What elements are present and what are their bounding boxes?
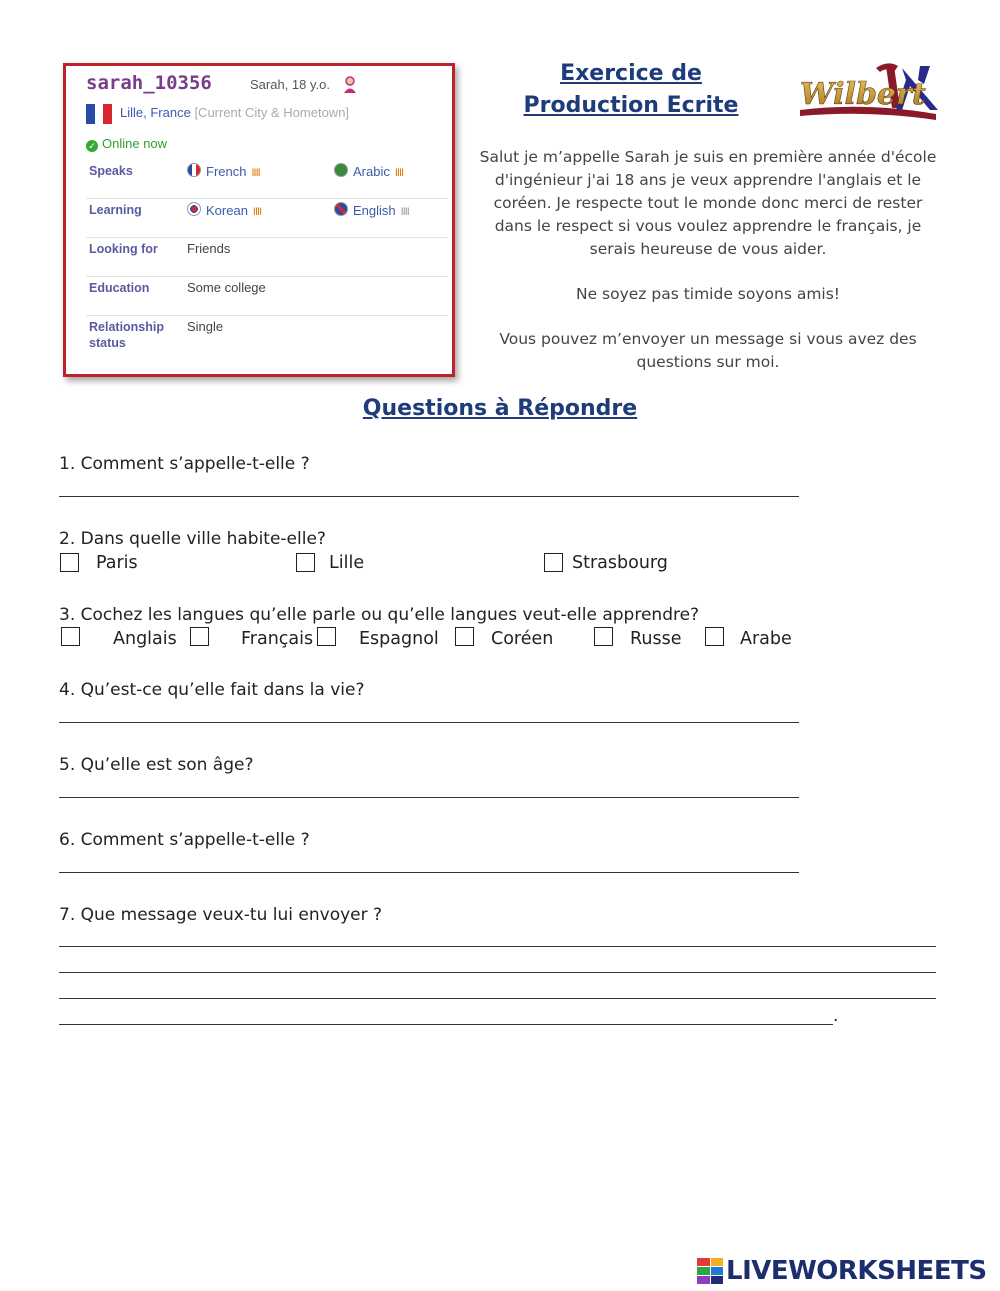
checkbox-francais[interactable] [190,627,209,646]
option-strasbourg: Strasbourg [572,553,668,573]
learning-label: Learning [89,203,142,217]
option-paris: Paris [96,553,138,573]
answer-line-7b[interactable] [59,972,936,973]
option-coreen: Coréen [491,629,554,649]
question-5: 5. Qu’elle est son âge? [59,755,254,775]
relationship-value: Single [187,319,224,334]
option-francais: Français [241,629,314,649]
intro-paragraph-3: Vous pouvez m’envoyer un message si vous avez des questions sur moi. [499,330,917,371]
english-flag-icon [334,202,348,216]
answer-line-7c[interactable] [59,998,936,999]
education-row [86,280,448,316]
online-status [86,136,167,152]
checkbox-strasbourg[interactable] [544,553,563,572]
intro-text [476,146,940,396]
level-bars: IIII [252,206,262,218]
question-2: 2. Dans quelle ville habite-elle? [59,529,326,549]
profile-location [120,105,349,120]
option-russe: Russe [630,629,682,649]
looking-for-row [86,241,448,277]
relationship-label: Relationship status [89,320,165,350]
person-icon [342,76,358,94]
check-icon: ✓ [86,140,98,152]
france-flag-icon [86,104,112,124]
question-6: 6. Comment s’appelle-t-elle ? [59,830,310,850]
speaks-label: Speaks [89,164,133,178]
answer-line-1[interactable] [59,496,799,497]
intro-paragraph-2: Ne soyez pas timide soyons amis! [575,285,841,303]
intro-paragraph-1: Salut je m’appelle Sarah je suis en première année d'école d'ingénieur j'ai 18 ans je veux apprendre l'anglais et le coréen. Je respecte tout le monde donc merci de rester dans le respect si vous voulez apprendre le français, je serais heureuse de vous aider. [479,148,937,258]
option-arabe: Arabe [740,629,792,649]
learning-lang-1: Korean IIII [187,202,261,218]
question-1: 1. Comment s’appelle-t-elle ? [59,454,310,474]
profile-city-note: [Current City & Hometown] [194,105,350,120]
korean-flag-icon [187,202,201,216]
profile-city: Lille, France [120,105,191,120]
education-label: Education [89,281,150,295]
option-espagnol: Espagnol [359,629,439,649]
online-status-text: Online now [102,136,168,151]
checkbox-russe[interactable] [594,627,613,646]
learning-row [86,202,448,238]
option-lille: Lille [329,553,365,573]
level-bars: IIII [251,167,260,179]
answer-line-7d[interactable] [59,1024,833,1025]
checkbox-arabe[interactable] [705,627,724,646]
checkbox-anglais[interactable] [61,627,80,646]
profile-card [63,63,455,377]
learning-lang-2: English IIII [334,202,409,218]
looking-for-value: Friends [187,241,231,256]
checkbox-lille[interactable] [296,553,315,572]
question-7: 7. Que message veux-tu lui envoyer ? [59,905,383,925]
education-value: Some college [187,280,266,295]
profile-meta: Sarah, 18 y.o. [250,77,330,92]
speaks-lang-1: French IIII [187,163,260,179]
option-anglais: Anglais [113,629,177,649]
answer-line-7a[interactable] [59,946,936,947]
checkbox-paris[interactable] [60,553,79,572]
final-period: . [833,1006,839,1026]
level-bars: IIII [394,167,404,179]
checkbox-coreen[interactable] [455,627,474,646]
liveworksheets-icon [697,1258,723,1284]
relationship-row [86,319,448,359]
answer-line-5[interactable] [59,797,799,798]
looking-for-label: Looking for [89,242,158,256]
profile-username: sarah_10356 [86,72,212,94]
questions-heading: Questions à Répondre [362,396,638,421]
speaks-lang-2: Arabic IIII [334,163,403,179]
answer-line-4[interactable] [59,722,799,723]
arabic-flag-icon [334,163,348,177]
liveworksheets-wordmark: LIVEWORKSHEETS [726,1256,987,1286]
question-3: 3. Cochez les langues qu’elle parle ou qu’elle langues veut-elle apprendre? [59,605,700,625]
speaks-row [86,163,448,199]
svg-text:Wilbert: Wilbert [800,77,926,112]
page-title: Exercice de Production Ecrite [523,61,739,118]
wilbert-logo [798,58,940,120]
question-4: 4. Qu’est-ce qu’elle fait dans la vie? [59,680,365,700]
level-bars: IIII [400,206,409,218]
answer-line-6[interactable] [59,872,799,873]
french-flag-icon [187,163,201,177]
checkbox-espagnol[interactable] [317,627,336,646]
liveworksheets-logo [697,1256,987,1286]
